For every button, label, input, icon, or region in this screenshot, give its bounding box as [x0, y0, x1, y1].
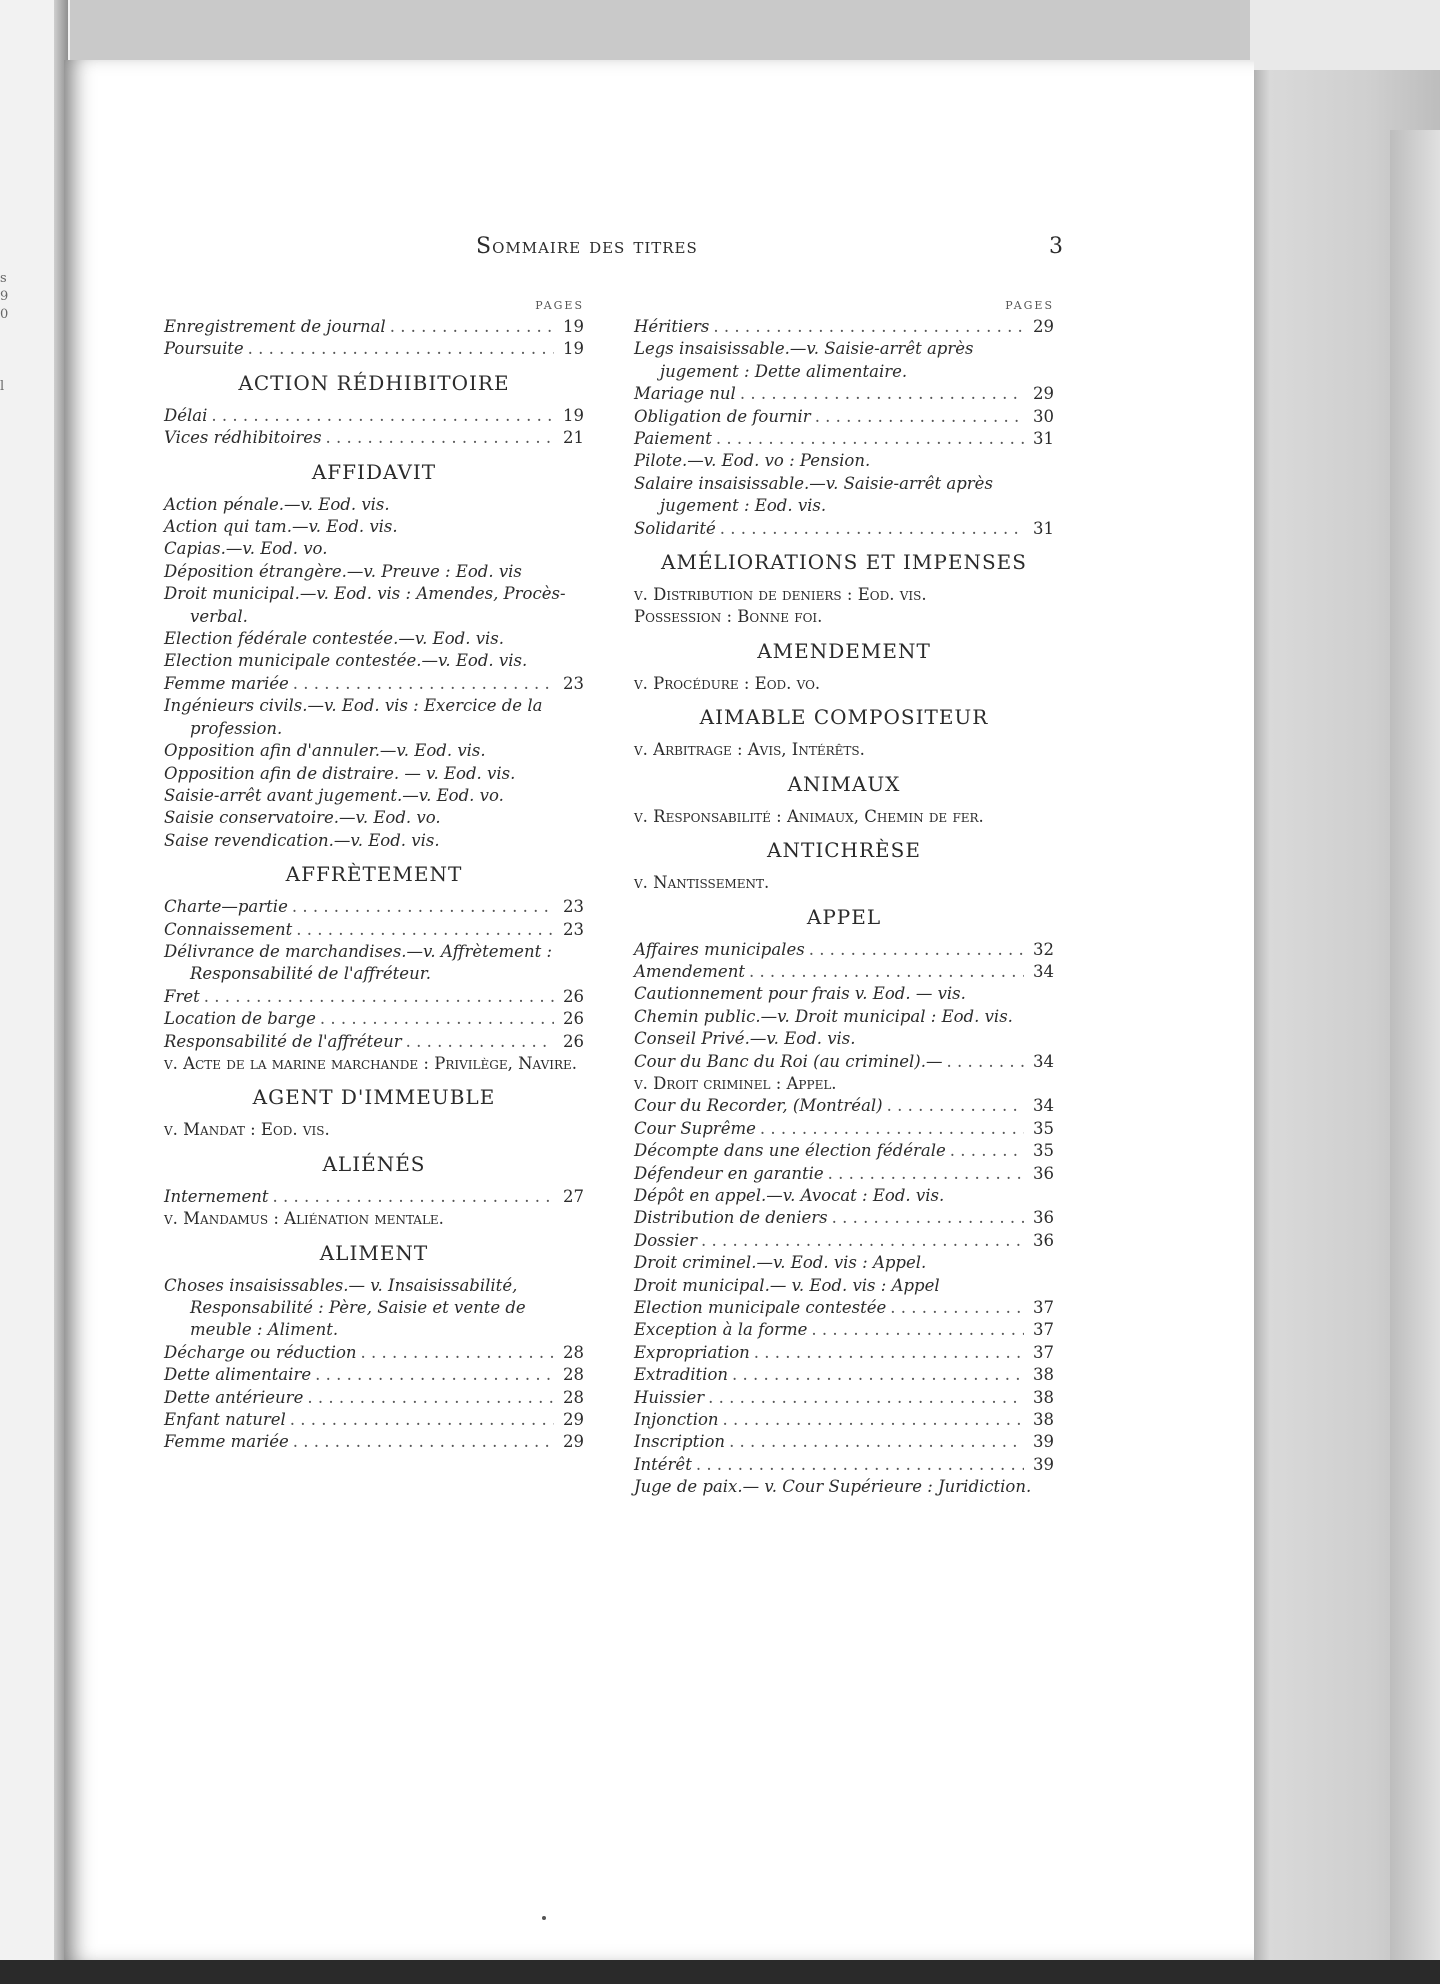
entry-page: 38: [1033, 1410, 1054, 1430]
entry-title: Distribution de deniers: [634, 1208, 828, 1228]
cross-reference: Dépôt en appel.—v. Avocat : Eod. vis.: [634, 1185, 945, 1205]
entry-page: 36: [1033, 1163, 1054, 1183]
index-entry: [634, 1319, 1054, 1341]
leader-dots: [754, 1342, 1024, 1364]
entry-title: Charte—partie: [164, 897, 288, 917]
section-heading: ANTICHRÈSE: [767, 838, 921, 863]
leader-dots: [950, 1140, 1024, 1162]
index-entry: [634, 939, 1054, 961]
cross-reference: Salaire insaisissable.—v. Saisie-arrêt après jugement : Eod. vis.: [634, 473, 993, 516]
leader-dots: [248, 338, 554, 360]
index-entry: [634, 518, 1054, 540]
entry-title: Dette alimentaire: [164, 1365, 312, 1385]
cross-reference: Opposition afin de distraire. — v. Eod. vis.: [164, 763, 516, 783]
entry-page: 26: [563, 1009, 584, 1029]
book-page: [64, 60, 1254, 1960]
section-heading: AFFRÈTEMENT: [285, 862, 463, 887]
leader-dots: [811, 1319, 1024, 1341]
cross-reference: Choses insaisissables.— v. Insaisissabilité, Responsabilité : Père, Saisie et vente de meuble : Aliment.: [164, 1275, 526, 1340]
entry-page: 35: [1033, 1141, 1054, 1161]
entry-title: Cour Suprême: [634, 1118, 756, 1138]
leader-dots: [716, 428, 1024, 450]
entry-page: 32: [1033, 939, 1054, 959]
entry-page: 29: [1033, 317, 1054, 336]
leader-dots: [406, 1031, 554, 1053]
index-entry: [164, 405, 584, 427]
cross-reference: Capias.—v. Eod. vo.: [164, 539, 328, 559]
leader-dots: [723, 1409, 1024, 1431]
leader-dots: [828, 1163, 1024, 1185]
leader-dots: [293, 673, 554, 695]
cross-reference: Délivrance de marchandises.—v. Affrètement : Responsabilité de l'affréteur.: [164, 941, 553, 984]
leader-dots: [740, 383, 1024, 405]
index-entry: [634, 1140, 1054, 1162]
index-entry: [164, 1342, 584, 1364]
entry-title: Expropriation: [634, 1342, 750, 1362]
index-entry: [634, 1051, 1054, 1073]
entry-page: 26: [563, 1031, 584, 1051]
entry-page: 38: [1033, 1365, 1054, 1385]
right-column: [634, 296, 1054, 1499]
index-entry: [634, 1163, 1054, 1185]
leader-dots: [732, 1364, 1024, 1386]
index-entry: [634, 1454, 1054, 1476]
background-top-right: [1250, 0, 1440, 70]
entry-title: Enregistrement de journal: [164, 317, 386, 336]
section-heading: AIMABLE COMPOSITEUR: [699, 705, 989, 730]
entry-page: 23: [563, 673, 584, 693]
entry-page: 26: [563, 986, 584, 1006]
index-entry: [164, 1431, 584, 1453]
index-entry: [164, 896, 584, 918]
see-also-reference: v. Arbitrage : Avis, Intérêts.: [634, 740, 865, 760]
index-entry: [634, 383, 1054, 405]
see-also-reference: v. Mandamus : Aliénation mentale.: [164, 1209, 444, 1229]
cross-reference: Opposition afin d'annuler.—v. Eod. vis.: [164, 741, 486, 761]
page-number: 3: [1049, 234, 1063, 259]
fragment-line: [0, 360, 20, 378]
entry-title: Obligation de fournir: [634, 406, 811, 426]
leader-dots: [946, 1051, 1024, 1073]
leader-dots: [320, 1008, 554, 1030]
section-heading: ALIÉNÉS: [322, 1151, 426, 1176]
ink-dot: [542, 1916, 546, 1920]
entry-page: 29: [1033, 384, 1054, 404]
leader-dots: [708, 1387, 1024, 1409]
leader-dots: [293, 1431, 554, 1453]
background-bottom: [0, 1960, 1440, 1984]
entry-page: 28: [563, 1342, 584, 1362]
cross-reference: Droit municipal.— v. Eod. vis : Appel: [634, 1275, 940, 1295]
leader-dots: [720, 518, 1024, 540]
index-entry: [634, 961, 1054, 983]
section-heading: AFFIDAVIT: [311, 459, 437, 484]
entry-page: 29: [563, 1432, 584, 1452]
entry-title: Défendeur en garantie: [634, 1163, 824, 1183]
cross-reference: Action qui tam.—v. Eod. vis.: [164, 517, 398, 537]
entry-title: Héritiers: [634, 317, 710, 336]
cross-reference: Election fédérale contestée.—v. Eod. vis.: [164, 629, 505, 649]
entry-title: Exception à la forme: [634, 1320, 808, 1340]
entry-page: 23: [563, 919, 584, 939]
see-also-reference: v. Procédure : Eod. vo.: [634, 673, 821, 693]
entry-title: Femme mariée: [164, 673, 289, 693]
section-heading: AMÉLIORATIONS ET IMPENSES: [661, 550, 1027, 575]
leader-dots: [390, 316, 554, 338]
entry-page: 36: [1033, 1208, 1054, 1228]
entry-title: Cour du Banc du Roi (au criminel).—: [634, 1051, 943, 1071]
section-heading: AGENT D'IMMEUBLE: [252, 1085, 496, 1110]
leader-dots: [361, 1342, 554, 1364]
see-also-reference: v. Droit criminel : Appel.: [634, 1073, 837, 1093]
entry-title: Election municipale contestée: [634, 1298, 887, 1317]
book-edge-strip: [1390, 130, 1440, 1984]
entry-title: Dossier: [634, 1230, 698, 1250]
leader-dots: [307, 1387, 554, 1409]
entry-title: Enfant naturel: [164, 1410, 286, 1430]
entry-page: 34: [1033, 961, 1054, 981]
see-also-reference: v. Acte de la marine marchande : Privilège, Navire.: [164, 1053, 578, 1073]
entry-page: 28: [563, 1387, 584, 1407]
fragment-line: l: [0, 379, 5, 394]
leader-dots: [809, 939, 1024, 961]
cross-reference: Pilote.—v. Eod. vo : Pension.: [634, 451, 871, 471]
entry-page: 35: [1033, 1118, 1054, 1138]
entry-page: 37: [1033, 1342, 1054, 1362]
entry-title: Dette antérieure: [164, 1387, 304, 1407]
cross-reference: Saisie conservatoire.—v. Eod. vo.: [164, 808, 441, 828]
index-entry: [634, 1409, 1054, 1431]
index-entry: [164, 1364, 584, 1386]
entry-page: 28: [563, 1365, 584, 1385]
entry-title: Affaires municipales: [634, 939, 805, 959]
entry-page: 23: [563, 897, 584, 917]
section-heading: APPEL: [806, 904, 882, 929]
index-entry: [164, 1186, 584, 1208]
entry-page: 36: [1033, 1230, 1054, 1250]
section-heading: ACTION RÉDHIBITOIRE: [238, 370, 510, 395]
leader-dots: [713, 316, 1024, 338]
section-heading: ALIMENT: [319, 1240, 429, 1265]
index-entry: [634, 1118, 1054, 1140]
cross-reference: Droit criminel.—v. Eod. vis : Appel.: [634, 1253, 927, 1273]
entry-title: Vices rédhibitoires: [164, 428, 322, 448]
index-entry: [634, 1297, 1054, 1319]
fragment-line: 0: [0, 307, 9, 322]
running-title: Sommaire des titres: [476, 234, 698, 259]
entry-page: 39: [1033, 1432, 1054, 1452]
see-also-reference: v. Distribution de deniers : Eod. vis.: [634, 585, 927, 605]
index-entry: [164, 986, 584, 1008]
entry-page: 37: [1033, 1320, 1054, 1340]
entry-title: Délai: [164, 405, 208, 425]
index-entry: [164, 338, 584, 360]
section-heading: ANIMAUX: [787, 771, 901, 796]
cross-reference: Déposition étrangère.—v. Preuve : Eod. vis: [164, 561, 522, 581]
entry-page: 19: [563, 317, 584, 336]
cross-reference: Action pénale.—v. Eod. vis.: [164, 494, 390, 514]
page-header: [64, 234, 1254, 274]
fragment-line: [0, 342, 20, 360]
leader-dots: [326, 427, 554, 449]
entry-page: 37: [1033, 1298, 1054, 1317]
leader-dots: [296, 919, 554, 941]
cross-reference: Saisie-arrêt avant jugement.—v. Eod. vo.: [164, 785, 504, 805]
entry-title: Intérêt: [634, 1454, 692, 1474]
fragment-line: [0, 324, 20, 342]
entry-title: Responsabilité de l'affréteur: [164, 1031, 402, 1051]
section-heading: AMENDEMENT: [757, 638, 931, 663]
index-entry: [634, 1230, 1054, 1252]
see-also-reference: v. Mandat : Eod. vis.: [164, 1120, 330, 1140]
entry-title: Location de barge: [164, 1009, 316, 1029]
cross-reference: Cautionnement pour frais v. Eod. — vis.: [634, 984, 966, 1004]
entry-title: Fret: [164, 986, 200, 1006]
cross-reference: Election municipale contestée.—v. Eod. vis.: [164, 651, 528, 671]
index-entry: [164, 427, 584, 449]
index-entry: [164, 316, 584, 338]
index-entry: [634, 1342, 1054, 1364]
entry-title: Injonction: [634, 1410, 719, 1430]
leader-dots: [890, 1297, 1024, 1319]
leader-dots: [290, 1409, 554, 1431]
entry-page: 34: [1033, 1051, 1054, 1071]
leader-dots: [887, 1095, 1024, 1117]
entry-page: 31: [1033, 518, 1054, 538]
entry-title: Solidarité: [634, 518, 716, 538]
leader-dots: [749, 961, 1024, 983]
entry-page: 38: [1033, 1387, 1054, 1407]
fragment-line: s: [0, 271, 7, 286]
entry-title: Huissier: [634, 1387, 705, 1407]
index-entry: [634, 406, 1054, 428]
index-entry: [164, 919, 584, 941]
index-entry: [634, 1431, 1054, 1453]
index-entry: [634, 1364, 1054, 1386]
entry-title: Poursuite: [164, 339, 244, 359]
leader-dots: [315, 1364, 554, 1386]
index-entry: [164, 1409, 584, 1431]
cross-reference: Juge de paix.— v. Cour Supérieure : Juridiction.: [634, 1477, 1032, 1497]
entry-page: 31: [1033, 429, 1054, 449]
index-entry: [634, 428, 1054, 450]
index-entry: [164, 1031, 584, 1053]
leader-dots: [204, 986, 554, 1008]
index-entry: [634, 1207, 1054, 1229]
entry-page: 29: [563, 1410, 584, 1430]
see-also-reference: Possession : Bonne foi.: [634, 607, 823, 627]
entry-title: Décompte dans une élection fédérale: [634, 1141, 946, 1161]
cross-reference: Conseil Privé.—v. Eod. vis.: [634, 1029, 856, 1049]
previous-page-fragment: [0, 270, 20, 396]
entry-title: Connaissement: [164, 919, 293, 939]
entry-title: Femme mariée: [164, 1432, 289, 1452]
index-entry: [164, 1008, 584, 1030]
cross-reference: Legs insaisissable.—v. Saisie-arrêt après jugement : Dette alimentaire.: [634, 339, 974, 381]
entry-title: Amendement: [634, 961, 745, 981]
index-entry: [164, 1387, 584, 1409]
leader-dots: [832, 1207, 1024, 1229]
index-entry: [634, 316, 1054, 338]
see-also-reference: v. Nantissement.: [634, 873, 770, 893]
entry-page: 34: [1033, 1096, 1054, 1116]
entry-title: Cour du Recorder, (Montréal): [634, 1096, 883, 1116]
leader-dots: [292, 896, 554, 918]
leader-dots: [273, 1186, 555, 1208]
entry-title: Internement: [164, 1186, 269, 1206]
entry-title: Inscription: [634, 1432, 726, 1452]
pages-label: PAGES: [535, 299, 584, 312]
pages-label: PAGES: [1005, 299, 1054, 312]
cross-reference: Droit municipal.—v. Eod. vis : Amendes, Procès-verbal.: [164, 584, 566, 626]
entry-page: 19: [563, 405, 584, 425]
index-entry: [634, 1095, 1054, 1117]
entry-page: 39: [1033, 1454, 1054, 1474]
leader-dots: [701, 1230, 1024, 1252]
leader-dots: [696, 1454, 1024, 1476]
fragment-line: 9: [0, 289, 9, 304]
leader-dots: [211, 405, 554, 427]
entry-page: 27: [563, 1186, 584, 1206]
cross-reference: Ingénieurs civils.—v. Eod. vis : Exercice de la profession.: [164, 696, 543, 738]
entry-title: Extradition: [634, 1365, 729, 1385]
leader-dots: [815, 406, 1024, 428]
leader-dots: [760, 1118, 1024, 1140]
left-column: [164, 296, 584, 1454]
cross-reference: Saise revendication.—v. Eod. vis.: [164, 830, 440, 850]
entry-title: Mariage nul: [634, 384, 736, 404]
see-also-reference: v. Responsabilité : Animaux, Chemin de fer.: [634, 806, 984, 826]
entry-title: Décharge ou réduction: [164, 1342, 357, 1362]
cross-reference: Chemin public.—v. Droit municipal : Eod. vis.: [634, 1006, 1013, 1026]
entry-title: Paiement: [634, 429, 712, 449]
index-entry: [634, 1387, 1054, 1409]
book-edge-right: [1250, 70, 1440, 1984]
entry-page: 30: [1033, 406, 1054, 426]
index-entry: [164, 673, 584, 695]
entry-page: 21: [563, 428, 584, 448]
leader-dots: [729, 1431, 1024, 1453]
entry-page: 19: [563, 339, 584, 359]
